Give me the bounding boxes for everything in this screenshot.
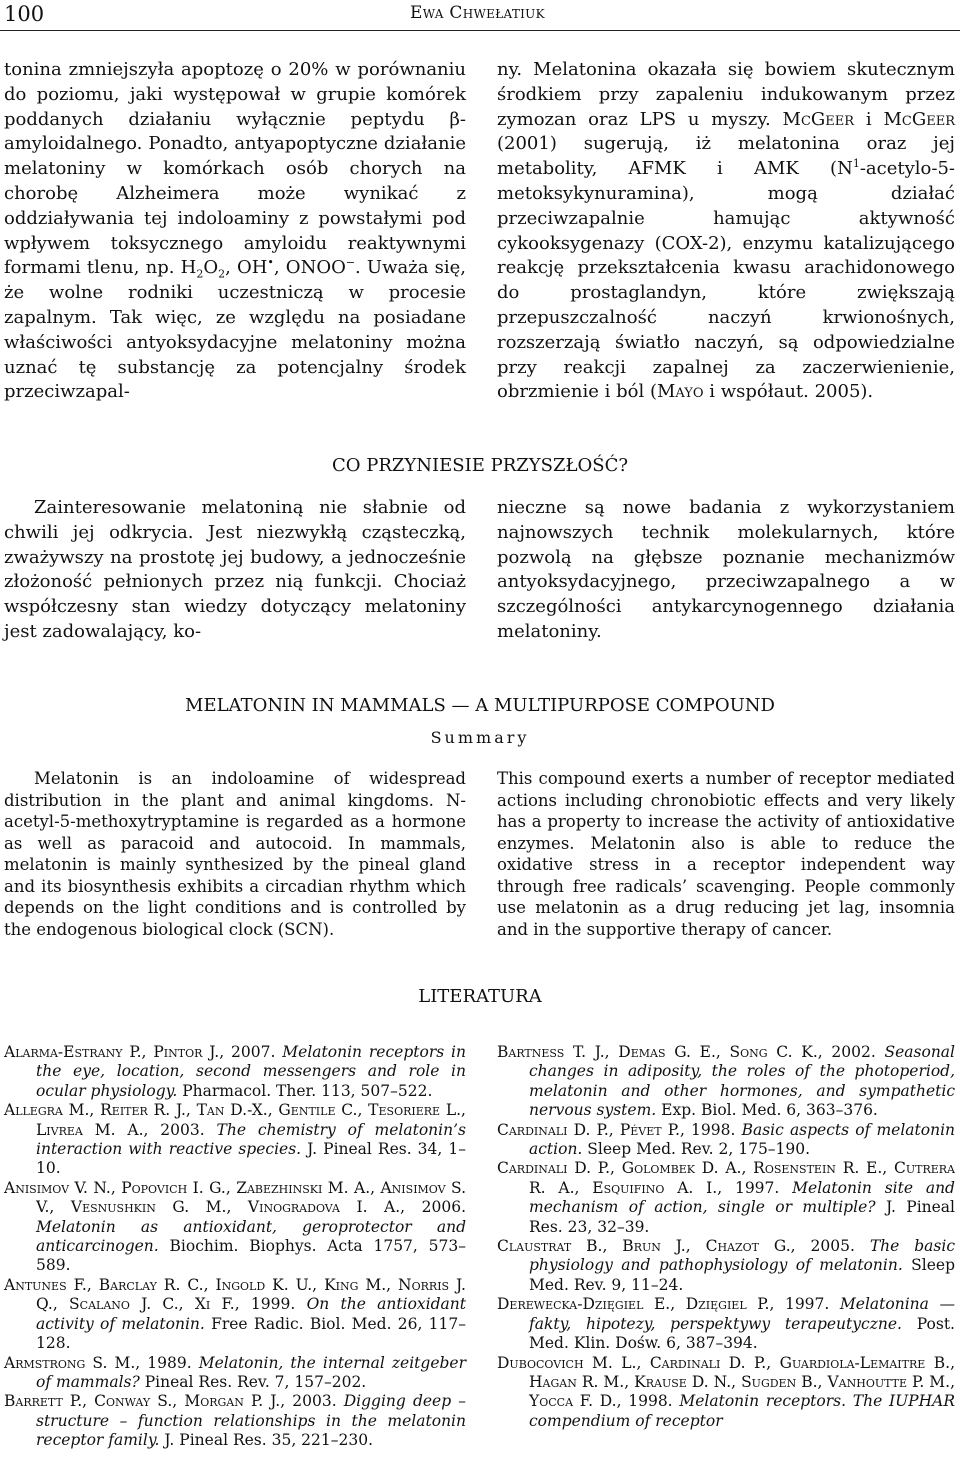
body-left-paragraph: tonina zmniejszyła apoptozę o 20% w porównaniu do poziomu, jaki występował w grupie komórek poddanych działaniu wyłącznie peptydu β-amyloidalnego. Ponadto, antyapoptyczne działanie melatoniny w komórkach osób chorych na chorobę Alzheimera może wynikać z oddziaływania tej indoloaminy z powstałymi pod wpływem toksycznego amyloidu reaktywnymi formami tlenu, np. $H_2O_2$, OH•, ONOO−. Uważa się, że wolne rodniki uczestniczą w procesie zapalnym. Tak więc, ze względu na posiadane właściwości antyoksydacyjne melatoniny można uznać tę substancję za potencjalny środek przeciwzapal- [4, 59, 466, 403]
running-header [0, 0, 960, 32]
reference-entry: Alarma-Estrany P., Pintor J., 2007. Melatonin receptors in the eye, location, second messengers and role in ocular physiology. Pharmacol. Ther. 113, 507–522. [4, 1043, 467, 1100]
reference-entry: Bartness T. J., Demas G. E., Song C. K., 2002. Seasonal changes in adiposity, the roles of the photoperiod, melatonin and other hormones, and sympathetic nervous system. Exp. Biol. Med. 6, 363–376. [497, 1043, 955, 1120]
reference-entry: Armstrong S. M., 1989. Melatonin, the internal zeitgeber of mammals? Pineal Res. Rev. 7, 157–202. [4, 1353, 466, 1391]
reference-entry: Allegra M., Reiter R. J., Tan D.-X., Gentile C., Tesoriere L., Livrea M. A., 2003. The chemistry of melatonin’s interaction with reactive species. J. Pineal Res. 34, 1–10. [4, 1101, 466, 1178]
reference-entry: Barrett P., Conway S., Morgan P. J., 2003. Digging deep – structure – function relationships in the melatonin receptor family. J. Pineal Res. 35, 221–230. [4, 1392, 466, 1450]
summary-right-column [497, 768, 955, 940]
page-number: 100 [4, 2, 45, 26]
future-right-paragraph: nieczne są nowe badania z wykorzystaniem najnowszych technik molekularnych, które pozwolą na głębsze poznanie mechanizmów antyoksydacyjnego, przeciwzapalnego a w szczególności antykarcynogennego działania melatoniny. [497, 497, 955, 642]
body-left-column [4, 58, 466, 405]
reference-entry: Cardinali D. P., Golombek D. A., Rosenstein R. E., Cutrera R. A., Esquifino A. I., 1997. Melatonin site and mechanism of action, single or multiple? J. Pineal Res. 23, 32–39. [497, 1159, 956, 1236]
future-left-column [4, 496, 466, 645]
body-right-paragraph: ny. Melatonina okazała się bowiem skutecznym środkiem przy zapaleniu indukowanym przez zymozan oraz LPS u myszy. McGeer i McGeer (2001) sugerują, iż melatonina oraz jej metabolity, AFMK i AMK $(N^1-acetylo-5-metoksykynuramina)$, mogą działać przeciwzapalnie hamując aktywność cykooksygenazy (COX-2), enzymu katalizującego reakcję przekształcenia kwasu arachidonowego do prostaglandyn, które zwiększają przepuszczalność naczyń krwionośnych, rozszerzają światło naczyń, są odpowiedzialne przy reakcji zapalnej za zaczerwienienie, obrzmienie i ból (Mayo i współaut. 2005). [497, 59, 955, 403]
reference-entry: Cardinali D. P., Pévet P., 1998. Basic aspects of melatonin action. Sleep Med. Rev. 2, 175–190. [497, 1120, 956, 1159]
section-heading-future: CO PRZYNIESIE PRZYSZŁOŚĆ? [331, 455, 629, 476]
references-right-column [497, 1043, 955, 1431]
reference-entry: Antunes F., Barclay R. C., Ingold K. U., King M., Norris J. Q., Scalano J. C., Xi F., 1999. On the antioxidant activity of melatonin. Free Radic. Biol. Med. 26, 117–128. [4, 1275, 466, 1353]
summary-left-paragraph: Melatonin is an indoloamine of widespread distribution in the plant and animal kingdoms. N-acetyl-5-methoxytryptamine is regarded as a hormone as well as paracoid and autocoid. In mammals, melatonin is mainly synthesized by the pineal gland and its biosynthesis exhibits a circadian rhythm which depends on the light conditions and is controlled by the endogenous biological clock (SCN). [4, 769, 466, 939]
future-left-paragraph: Zainteresowanie melatoniną nie słabnie od chwili jej odkrycia. Jest niezwykłą cząsteczką, zważywszy na prostotę jej budowy, a jednocześnie złożoność pełnionych przez nią funkcji. Chociaż współczesny stan wiedzy dotyczący melatoniny jest zadowalający, ko- [4, 497, 466, 642]
summary-right-paragraph: This compound exerts a number of receptor mediated actions including chronobiotic effects and very likely has a property to increase the activity of antioxidative enzymes. Melatonin also is able to reduce the oxidative stress in a receptor independent way through free radicals’ scavenging. People commonly use melatonin as a drug reducing jet lag, insomnia and in the supportive therapy of cancer. [497, 769, 955, 939]
reference-entry: Claustrat B., Brun J., Chazot G., 2005. The basic physiology and pathophysiology of melatonin. Sleep Med. Rev. 9, 11–24. [497, 1237, 956, 1294]
summary-title: MELATONIN IN MAMMALS — A MULTIPURPOSE COMPOUND [185, 695, 775, 716]
section-heading-literatura: LITERATURA [418, 986, 542, 1007]
reference-entry: Anisimov V. N., Popovich I. G., Zabezhinski M. A., Anisimov S. V., Vesnushkin G. M., Vinogradova I. A., 2006. Melatonin as antioxidant, geroprotector and anticarcinogen. Biochim. Biophys. Acta 1757, 573–589. [4, 1178, 466, 1275]
future-right-column [497, 496, 955, 645]
reference-entry: Derewecka-Dzięgiel E., Dzięgiel P., 1997. Melatonina — fakty, hipotezy, perspektywy terapeutyczne. Post. Med. Klin. Dośw. 6, 387–394. [497, 1295, 955, 1353]
running-author: Ewa Chwełatiuk [410, 3, 545, 23]
header-rule [0, 30, 960, 31]
summary-left-column [4, 768, 466, 940]
body-right-column [497, 58, 955, 405]
summary-label: Summary [430, 728, 530, 747]
reference-entry: Dubocovich M. L., Cardinali D. P., Guardiola-Lemaitre B., Hagan R. M., Krause D. N., Sugden B., Vanhoutte P. M., Yocca F. D., 1998. Melatonin receptors. The IUPHAR compendium of receptor [497, 1353, 955, 1430]
references-left-column [4, 1043, 466, 1451]
